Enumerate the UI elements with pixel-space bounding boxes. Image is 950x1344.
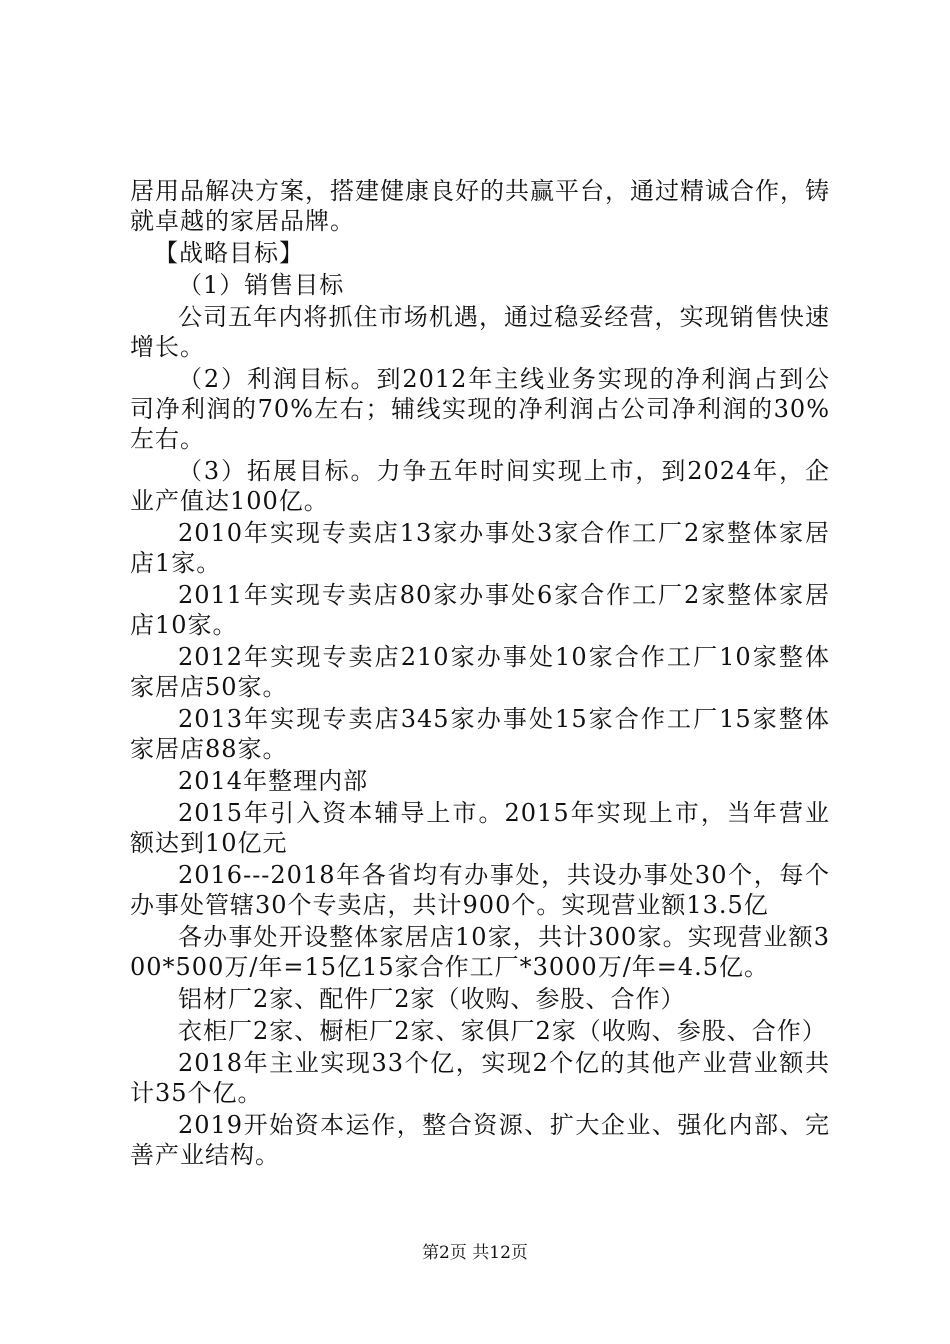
paragraph-factories-1: 铝材厂2家、配件厂2家（收购、参股、合作）	[178, 985, 686, 1013]
paragraph-2010: 2010年实现专卖店13家办事处3家合作工厂2家整体家居店1家。	[130, 519, 830, 577]
paragraph-offices-stores: 各办事处开设整体家居店10家，共计300家。实现营业额300*500万/年=15亿15家合作工厂*3000万/年=4.5亿。	[130, 923, 830, 981]
paragraph-2016-2018: 2016---2018年各省均有办事处，共设办事处30个，每个办事处管辖30个专卖店，共计900个。实现营业额13.5亿	[130, 861, 830, 919]
paragraph-factories-2: 衣柜厂2家、橱柜厂2家、家俱厂2家（收购、参股、合作）	[178, 1017, 827, 1045]
paragraph-expansion-goal: （3）拓展目标。力争五年时间实现上市，到2024年，企业产值达100亿。	[130, 457, 830, 515]
subheading-sales-goal: （1）销售目标	[178, 271, 345, 299]
page-number-footer: 第2页 共12页	[422, 1243, 528, 1263]
paragraph-2019: 2019开始资本运作，整合资源、扩大企业、强化内部、完善产业结构。	[130, 1111, 830, 1169]
paragraph-sales-goal: 公司五年内将抓住市场机遇，通过稳妥经营，实现销售快速增长。	[130, 303, 830, 361]
paragraph-2018: 2018年主业实现33个亿，实现2个亿的其他产业营业额共计35个亿。	[130, 1049, 830, 1107]
document-body	[130, 176, 830, 1172]
paragraph-2011: 2011年实现专卖店80家办事处6家合作工厂2家整体家居店10家。	[130, 581, 830, 639]
paragraph-profit-goal: （2）利润目标。到2012年主线业务实现的净利润占到公司净利润的70%左右；辅线实现的净利润占公司净利润的30%左右。	[130, 365, 830, 453]
paragraph-intro-continuation: 居用品解决方案，搭建健康良好的共赢平台，通过精诚合作，铸就卓越的家居品牌。	[130, 177, 830, 235]
paragraph-2013: 2013年实现专卖店345家办事处15家合作工厂15家整体家居店88家。	[130, 705, 830, 763]
paragraph-2012: 2012年实现专卖店210家办事处10家合作工厂10家整体家居店50家。	[130, 643, 830, 701]
paragraph-2015: 2015年引入资本辅导上市。2015年实现上市，当年营业额达到10亿元	[130, 799, 830, 857]
section-heading-strategic-goals: 【战略目标】	[154, 239, 304, 267]
paragraph-2014: 2014年整理内部	[178, 767, 369, 795]
